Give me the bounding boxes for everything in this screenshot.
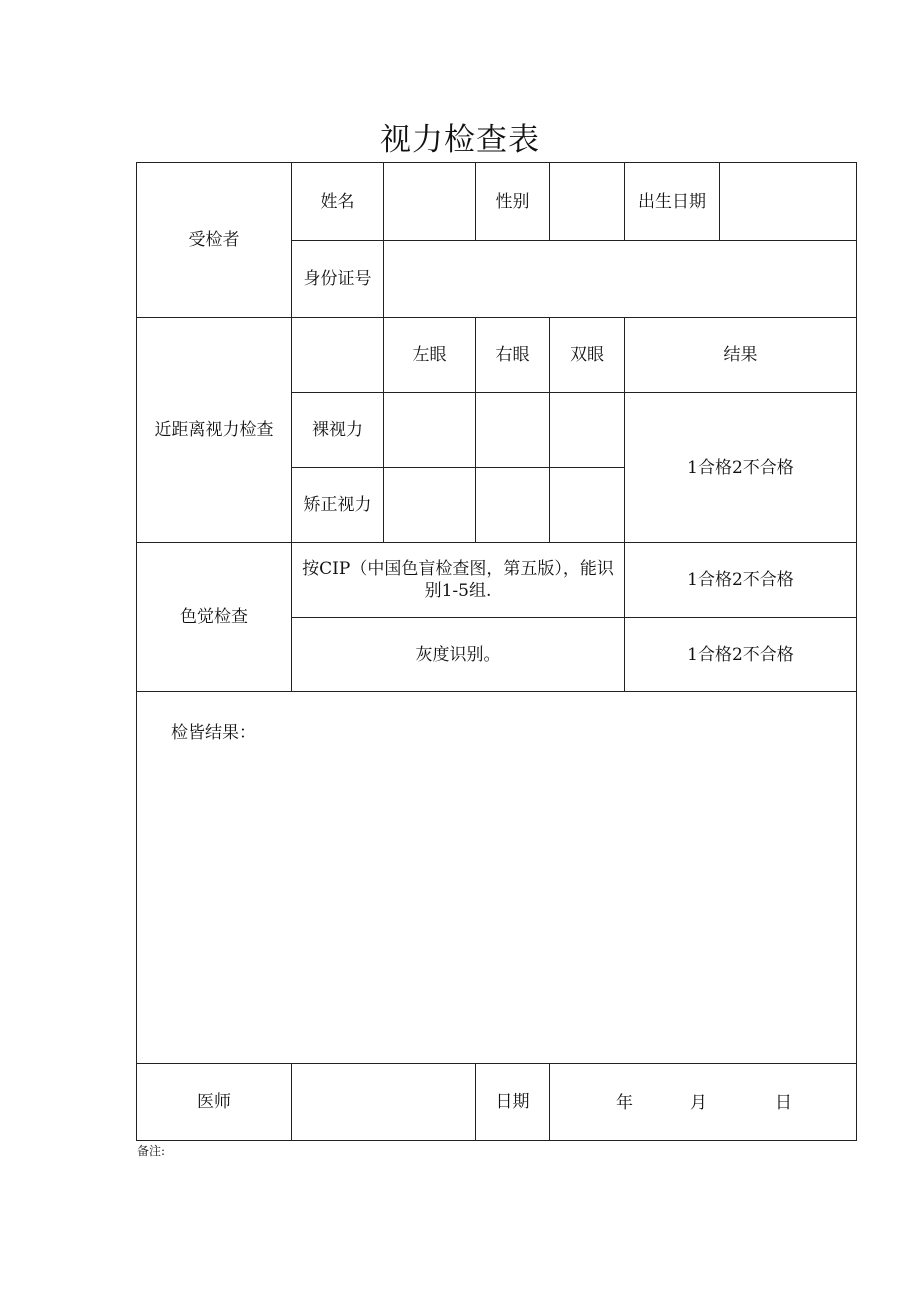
right-eye-header: 右眼 xyxy=(475,317,550,393)
naked-vision-label: 裸视力 xyxy=(291,392,384,468)
sex-field[interactable] xyxy=(549,162,625,241)
year-label: 年 xyxy=(616,1093,633,1113)
corrected-right-eye-field[interactable] xyxy=(475,467,550,543)
naked-both-eyes-field[interactable] xyxy=(549,392,625,468)
cip-test-description: 按CIP（中国色盲检查图，第五版），能识别1-5组. xyxy=(291,542,625,618)
gray-test-result[interactable]: 1合格2不合格 xyxy=(624,617,857,692)
note-label: 备注: xyxy=(137,1144,166,1158)
naked-left-eye-field[interactable] xyxy=(383,392,476,468)
result-header: 结果 xyxy=(624,317,857,393)
conclusion-area[interactable] xyxy=(136,691,857,1064)
examinee-label: 受检者 xyxy=(136,162,292,318)
corrected-vision-label: 矫正视力 xyxy=(291,467,384,543)
name-label: 姓名 xyxy=(291,162,384,241)
near-vision-corner-cell xyxy=(291,317,384,393)
page-title: 视力检查表 xyxy=(380,122,540,158)
gray-test-description: 灰度识别。 xyxy=(291,617,625,692)
both-eyes-header: 双眼 xyxy=(549,317,625,393)
left-eye-header: 左眼 xyxy=(383,317,476,393)
day-label: 日 xyxy=(775,1093,792,1113)
sex-label: 性别 xyxy=(475,162,550,241)
conclusion-label: 检皆结果： xyxy=(171,723,256,743)
corrected-left-eye-field[interactable] xyxy=(383,467,476,543)
date-label: 日期 xyxy=(475,1063,550,1141)
near-vision-label: 近距离视力检查 xyxy=(136,317,292,543)
dob-label: 出生日期 xyxy=(624,162,720,241)
cip-test-result[interactable]: 1合格2不合格 xyxy=(624,542,857,618)
month-label: 月 xyxy=(690,1093,707,1113)
doctor-label: 医师 xyxy=(136,1063,292,1141)
id-field[interactable] xyxy=(383,240,857,318)
naked-right-eye-field[interactable] xyxy=(475,392,550,468)
doctor-field[interactable] xyxy=(291,1063,476,1141)
date-field[interactable] xyxy=(549,1063,857,1141)
name-field[interactable] xyxy=(383,162,476,241)
color-vision-label: 色觉检查 xyxy=(136,542,292,692)
dob-field[interactable] xyxy=(719,162,857,241)
id-label: 身份证号 xyxy=(291,240,384,318)
near-vision-result[interactable]: 1合格2不合格 xyxy=(624,392,857,543)
corrected-both-eyes-field[interactable] xyxy=(549,467,625,543)
